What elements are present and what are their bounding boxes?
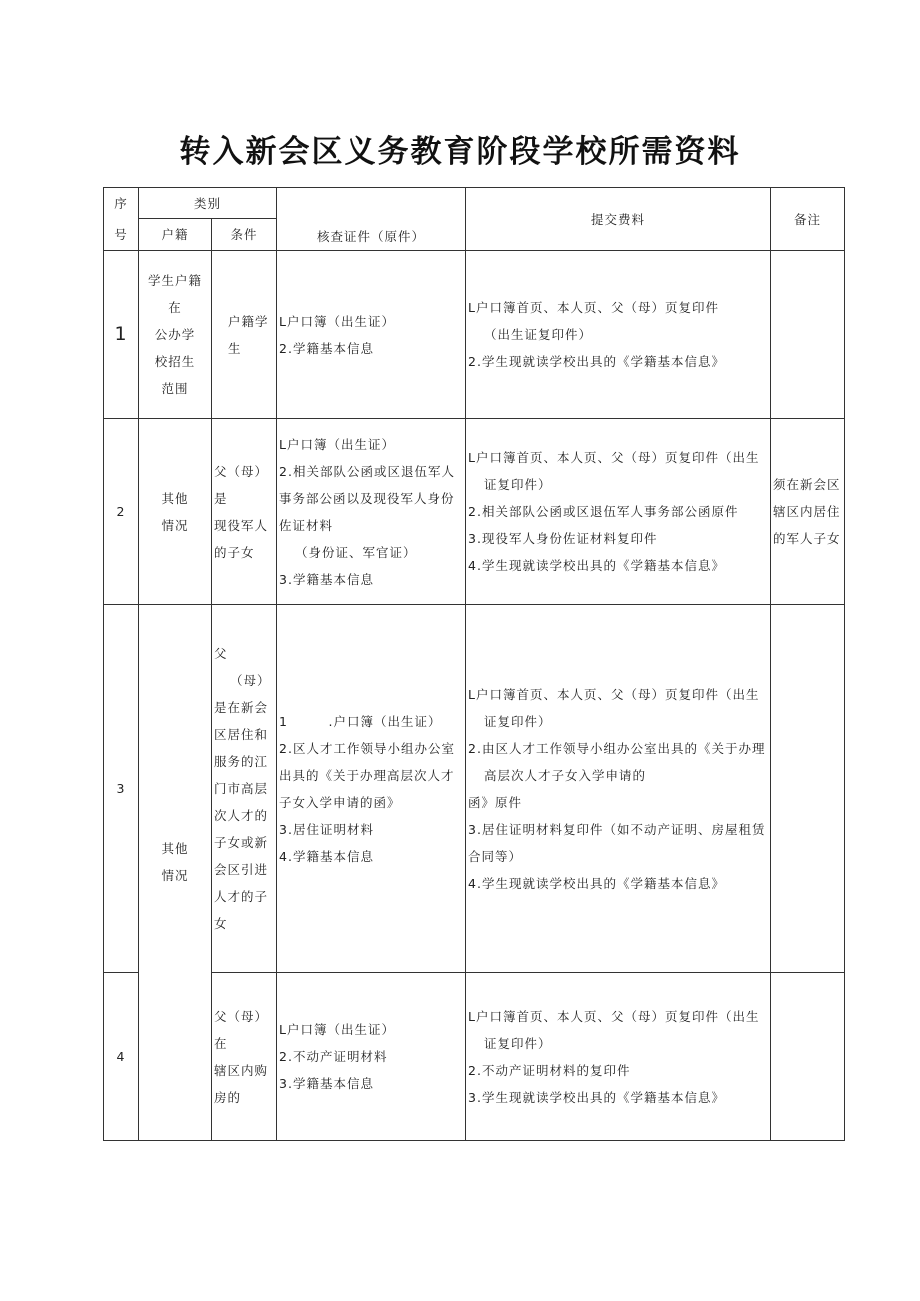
verify-header: 核查证件（原件） xyxy=(277,188,466,251)
document-title: 转入新会区义务教育阶段学校所需资料 xyxy=(179,134,741,170)
table-row xyxy=(104,419,845,605)
condition-cell: 父（母）是 现役军人 的子女 xyxy=(212,419,277,605)
huji-cell: 其他 情况 xyxy=(139,605,212,1141)
condition-header: 条件 xyxy=(212,219,277,251)
note-cell xyxy=(771,605,845,973)
huji-header: 户籍 xyxy=(139,219,212,251)
condition-cell: 父 （母） 是在新会 区居住和 服务的江 门市高层 次人才的 子女或新 会区引进 人才的子 女 xyxy=(212,605,277,973)
note-cell xyxy=(771,251,845,419)
row-number: 3 xyxy=(104,605,139,973)
verify-cell: 1 .户口簿（出生证） 2.区人才工作领导小组办公室 出具的《关于办理高层次人才 子女入学申请的函》 3.居住证明材料 4.学籍基本信息 xyxy=(277,605,466,973)
note-cell: 须在新会区 辖区内居住 的军人子女 xyxy=(771,419,845,605)
submit-cell: L户口簿首页、本人页、父（母）页复印件 （出生证复印件） 2.学生现就读学校出具的《学籍基本信息》 xyxy=(466,251,771,419)
huji-cell: 其他 情况 xyxy=(139,419,212,605)
verify-cell: L户口簿（出生证） 2.不动产证明材料 3.学籍基本信息 xyxy=(277,973,466,1141)
note-cell xyxy=(771,973,845,1141)
verify-cell: L户口簿（出生证） 2.学籍基本信息 xyxy=(277,251,466,419)
condition-cell: 父（母）在 辖区内购 房的 xyxy=(212,973,277,1141)
row-number: 4 xyxy=(104,973,139,1141)
requirements-table xyxy=(103,187,845,1141)
seq-header: 序 号 xyxy=(104,188,139,251)
submit-cell: L户口簿首页、本人页、父（母）页复印件（出生 证复印件） 2.相关部队公函或区退伍军人事务部公函原件 3.现役军人身份佐证材料复印件 4.学生现就读学校出具的《学籍基本信息》 xyxy=(466,419,771,605)
table-row xyxy=(104,605,845,973)
row-number: 2 xyxy=(104,419,139,605)
table-row xyxy=(104,251,845,419)
category-header: 类别 xyxy=(139,188,277,219)
submit-cell: L户口簿首页、本人页、父（母）页复印件（出生 证复印件） 2.不动产证明材料的复印件 3.学生现就读学校出具的《学籍基本信息》 xyxy=(466,973,771,1141)
submit-header: 提交费料 xyxy=(466,188,771,251)
huji-cell: 学生户籍 在 公办学 校招生 范围 xyxy=(139,251,212,419)
table-row xyxy=(104,973,845,1141)
submit-cell: L户口簿首页、本人页、父（母）页复印件（出生 证复印件） 2.由区人才工作领导小组办公室出具的《关于办理 高层次人才子女入学申请的 函》原件 3.居住证明材料复印件（如不动产证明、房屋租赁 合同等） 4.学生现就读学校出具的《学籍基本信息》 xyxy=(466,605,771,973)
note-header: 备注 xyxy=(771,188,845,251)
row-number: 1 xyxy=(104,251,139,419)
verify-cell: L户口簿（出生证） 2.相关部队公函或区退伍军人 事务部公函以及现役军人身份 佐证材料 （身份证、军官证） 3.学籍基本信息 xyxy=(277,419,466,605)
condition-cell: 户籍学 生 xyxy=(212,251,277,419)
header-row xyxy=(104,188,845,219)
